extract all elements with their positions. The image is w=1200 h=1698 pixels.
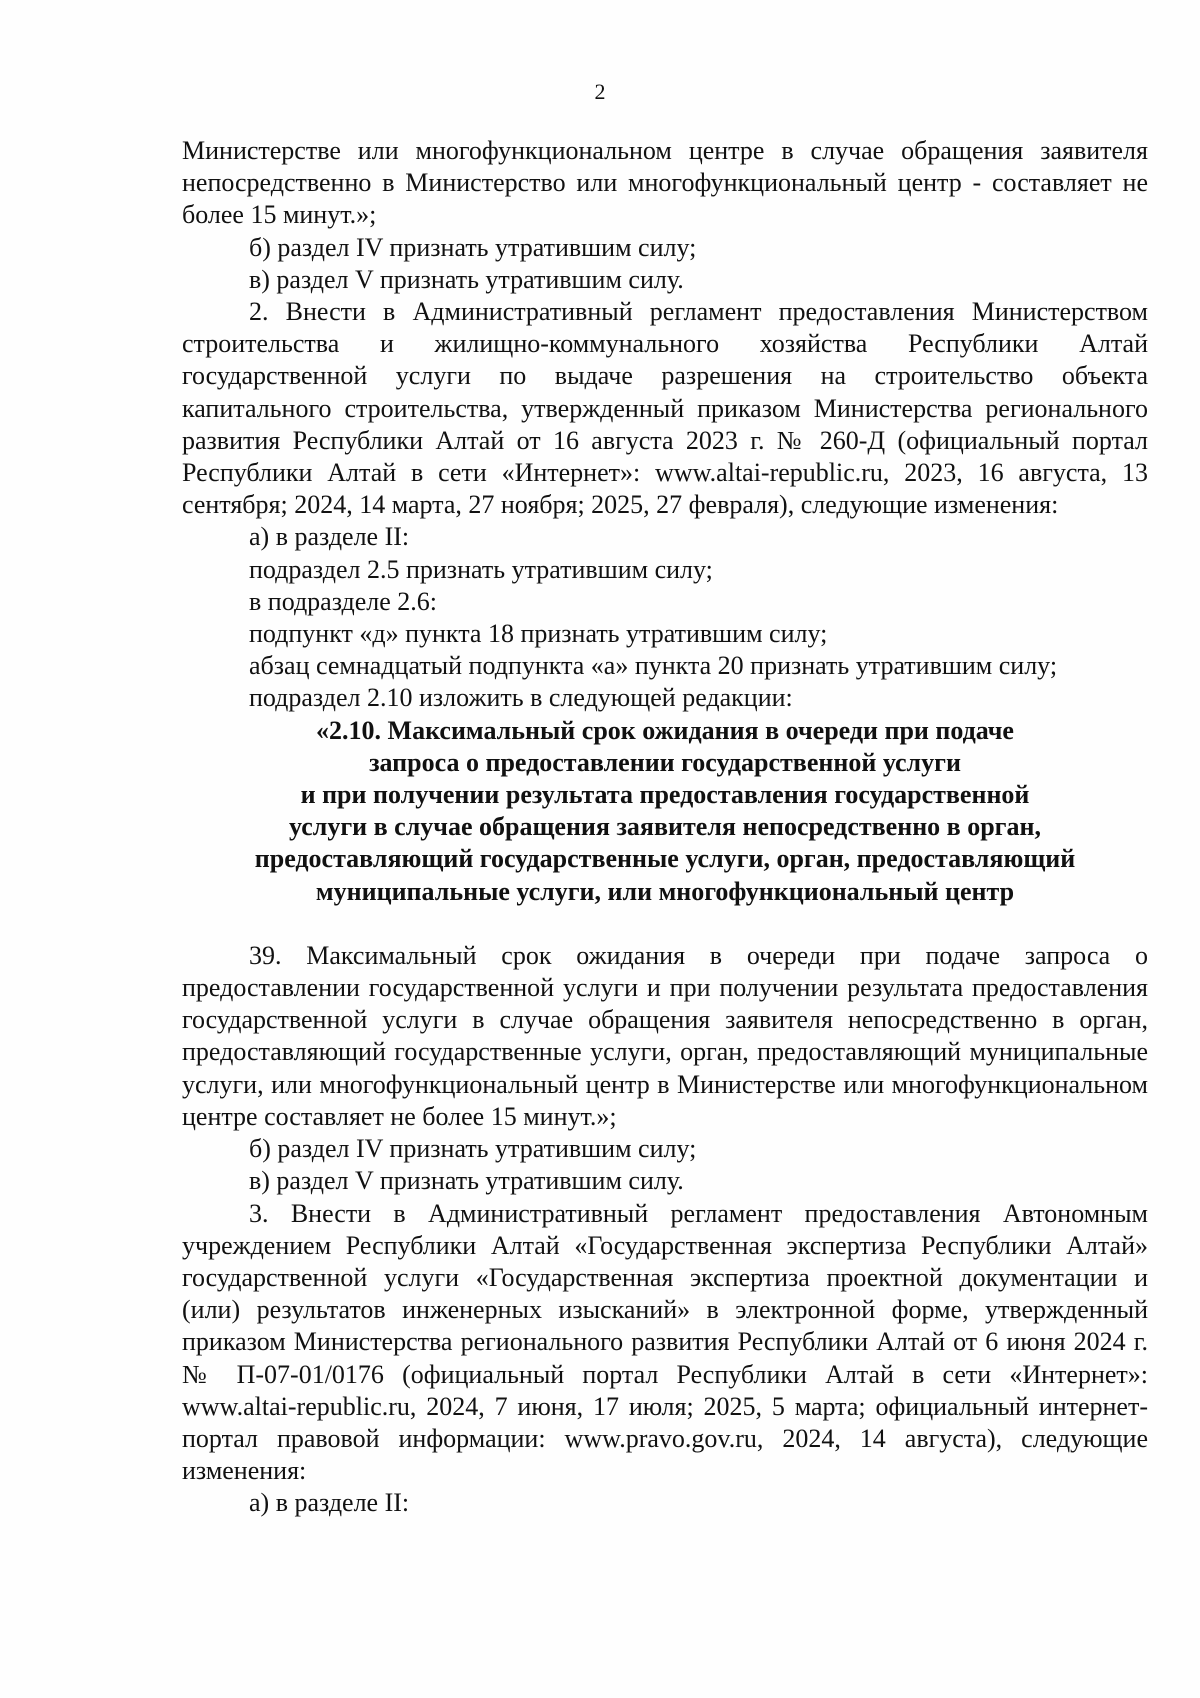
heading-line: предоставляющий государственные услуги, орган, предоставляющий xyxy=(254,844,1076,874)
list-item: подраздел 2.5 признать утратившим силу; xyxy=(249,554,713,584)
heading-line: «2.10. Максимальный срок ожидания в очереди при подаче xyxy=(316,715,1014,745)
paragraph: Министерстве или многофункциональном центре в случае обращения заявителя непосредственно в Министерство или многофункциональный центр - составляет не более 15 минут.»; xyxy=(182,136,1148,230)
paragraph: 39. Максимальный срок ожидания в очереди при подаче запроса о предоставлении государственной услуги и при получении результата предоставления государственной услуги в случае обращения заявителя непосредственно в орган, предоставляющий государственные услуги, орган, предоставляющий муниципальные услуги, или многофункциональный центр в Министерстве или многофункциональном центре составляет не более 15 минут.»; xyxy=(182,940,1148,1131)
amendment-list-top xyxy=(182,135,1148,715)
list-item: б) раздел IV признать утратившим силу; xyxy=(249,1134,697,1164)
list-item: абзац семнадцатый подпункта «а» пункта 20 признать утратившим силу; xyxy=(249,651,1058,681)
paragraph: 2. Внести в Административный регламент предоставления Министерством строительства и жилищно-коммунального хозяйства Республики Алтай государственной услуги по выдаче разрешения на строительство объекта капитального строительства, утвержденный приказом Министерства регионального развития Республики Алтай от 16 августа 2023 г. № 260-Д (официальный портал Республики Алтай в сети «Интернет»: www.altai-republic.ru, 2023, 16 августа, 13 сентября; 2024, 14 марта, 27 ноября; 2025, 27 февраля), следующие изменения: xyxy=(182,297,1148,520)
section-heading xyxy=(182,715,1148,908)
list-item: а) в разделе II: xyxy=(249,1488,410,1518)
list-item: в подразделе 2.6: xyxy=(249,586,438,616)
document-body xyxy=(182,135,1148,1520)
heading-line: услуги в случае обращения заявителя непосредственно в орган, xyxy=(289,812,1041,842)
heading-line: запроса о предоставлении государственной услуги xyxy=(369,747,961,777)
paragraph: 3. Внести в Административный регламент предоставления Автономным учреждением Республики Алтай «Государственная экспертиза Республики Алтай» государственной услуги «Государственная экспертиза проектной документации и (или) результатов инженерных изысканий» в электронной форме, утвержденный приказом Министерства регионального развития Республики Алтай от 6 июня 2024 г. № П-07-01/0176 (официальный портал Республики Алтай в сети «Интернет»: www.altai-republic.ru, 2024, 7 июня, 17 июля; 2025, 5 марта; официальный интернет-портал правовой информации: www.pravo.gov.ru, 2024, 14 августа), следующие изменения: xyxy=(182,1198,1148,1486)
list-item: а) в разделе II: xyxy=(249,522,410,552)
list-item: в) раздел V признать утратившим силу. xyxy=(249,264,684,294)
heading-line: муниципальные услуги, или многофункциональный центр xyxy=(315,876,1015,906)
list-item: в) раздел V признать утратившим силу. xyxy=(249,1166,684,1196)
amendment-list-bottom xyxy=(182,940,1148,1520)
blank-line xyxy=(182,908,1148,940)
heading-line: и при получении результата предоставления государственной xyxy=(300,780,1030,810)
list-item: подраздел 2.10 изложить в следующей редакции: xyxy=(249,683,793,713)
page-number: 2 xyxy=(594,79,606,104)
list-item: подпункт «д» пункта 18 признать утратившим силу; xyxy=(249,619,828,649)
list-item: б) раздел IV признать утратившим силу; xyxy=(249,232,697,262)
